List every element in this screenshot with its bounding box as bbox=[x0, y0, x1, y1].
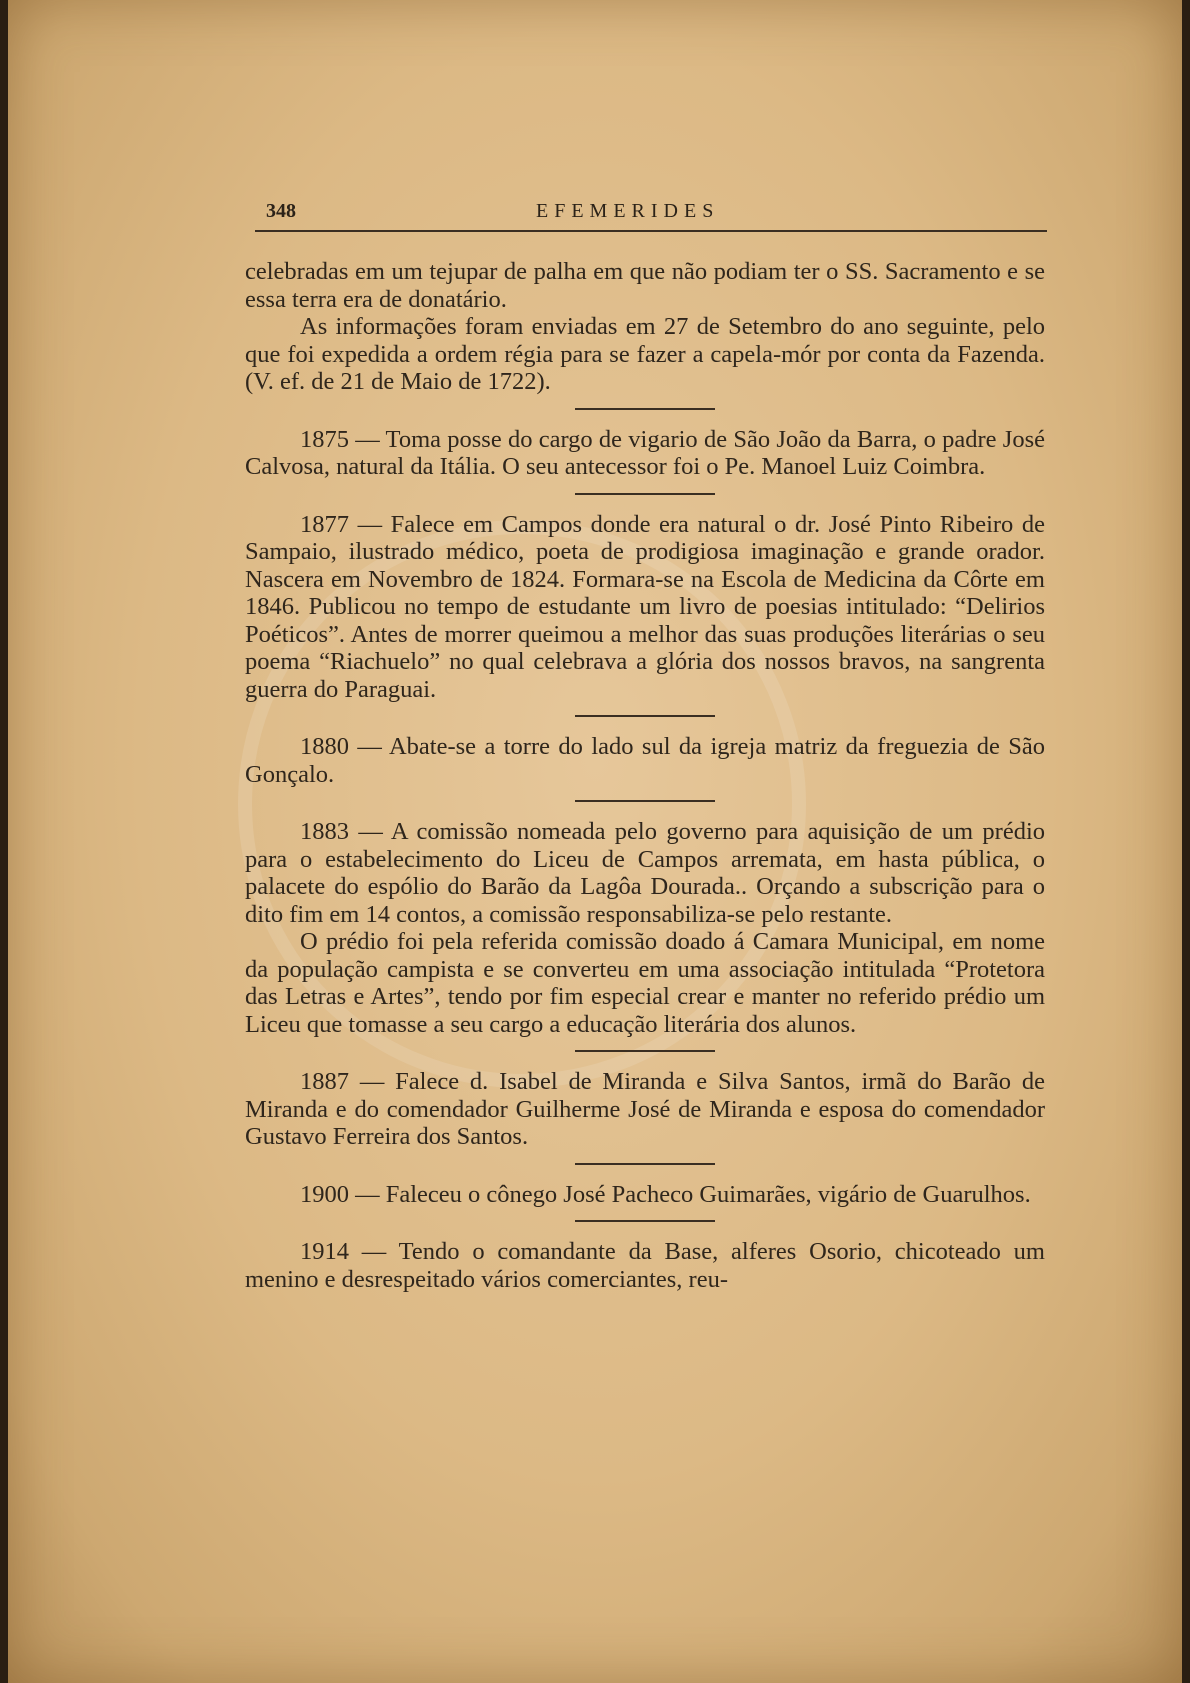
entry-1880: 1880 — Abate-se a torre do lado sul da igreja matriz da freguezia de São Gonçalo. bbox=[245, 733, 1045, 788]
paragraph-continuation: celebradas em um tejupar de palha em que não podiam ter o SS. Sacramento e se essa terra era de donatário. bbox=[245, 258, 1045, 313]
entry-separator bbox=[575, 715, 715, 717]
paragraph-informacoes: As informações foram enviadas em 27 de Setembro do ano seguinte, pelo que foi expedida a ordem régia para se fazer a capela-mór por conta da Fazenda. (V. ef. de 21 de Maio de 1722). bbox=[245, 313, 1045, 395]
running-head: EFEMERIDES bbox=[536, 200, 720, 222]
entry-1887: 1887 — Falece d. Isabel de Miranda e Silva Santos, irmã do Barão de Miranda e do comendador Guilherme José de Miranda e esposa do comendador Gustavo Ferreira dos Santos. bbox=[245, 1068, 1045, 1150]
entry-1883-continuation: O prédio foi pela referida comissão doado á Camara Municipal, em nome da população campista e se converteu em uma associação intitulada “Protetora das Letras e Artes”, tendo por fim especial crear e manter no referido prédio um Liceu que tomasse a seu cargo a educação literária dos alunos. bbox=[245, 928, 1045, 1038]
entry-1914: 1914 — Tendo o comandante da Base, alferes Osorio, chicoteado um menino e desrespeitado vários comerciantes, reu- bbox=[245, 1238, 1045, 1293]
entry-separator bbox=[575, 1163, 715, 1165]
entry-1900: 1900 — Faleceu o cônego José Pacheco Guimarães, vigário de Guarulhos. bbox=[300, 1180, 1031, 1208]
entry-1883: 1883 — A comissão nomeada pelo governo para aquisição de um prédio para o estabelecimento do Liceu de Campos arremata, em hasta pública, o palacete do espólio do Barão da Lagôa Dourada.. Orçando a subscrição para o dito fim em 14 contos, a comissão responsabiliza-se pelo restante. bbox=[245, 818, 1045, 928]
header-rule bbox=[255, 230, 1047, 232]
page-header bbox=[266, 200, 1056, 230]
entry-separator bbox=[575, 408, 715, 410]
entry-1877: 1877 — Falece em Campos donde era natural o dr. José Pinto Ribeiro de Sampaio, ilustrado médico, poeta de prodigiosa imaginação e grande orador. Nascera em Novembro de 1824. Formara-se na Escola de Medicina da Côrte em 1846. Publicou no tempo de estudante um livro de poesias intitulado: “Delirios Poéticos”. Antes de morrer queimou a melhor das suas produções literárias o seu poema “Riachuelo” no qual celebrava a glória dos nossos bravos, na sangrenta guerra do Paraguai. bbox=[245, 510, 1045, 703]
entry-1875: 1875 — Toma posse do cargo de vigario de São João da Barra, o padre José Calvosa, natural da Itália. O seu antecessor foi o Pe. Manoel Luiz Coimbra. bbox=[245, 425, 1045, 480]
page-number: 348 bbox=[266, 200, 296, 222]
entry-separator bbox=[575, 800, 715, 802]
page-body bbox=[245, 258, 1045, 1293]
entry-separator bbox=[575, 1050, 715, 1052]
entry-separator bbox=[575, 1220, 715, 1222]
entry-separator bbox=[575, 493, 715, 495]
